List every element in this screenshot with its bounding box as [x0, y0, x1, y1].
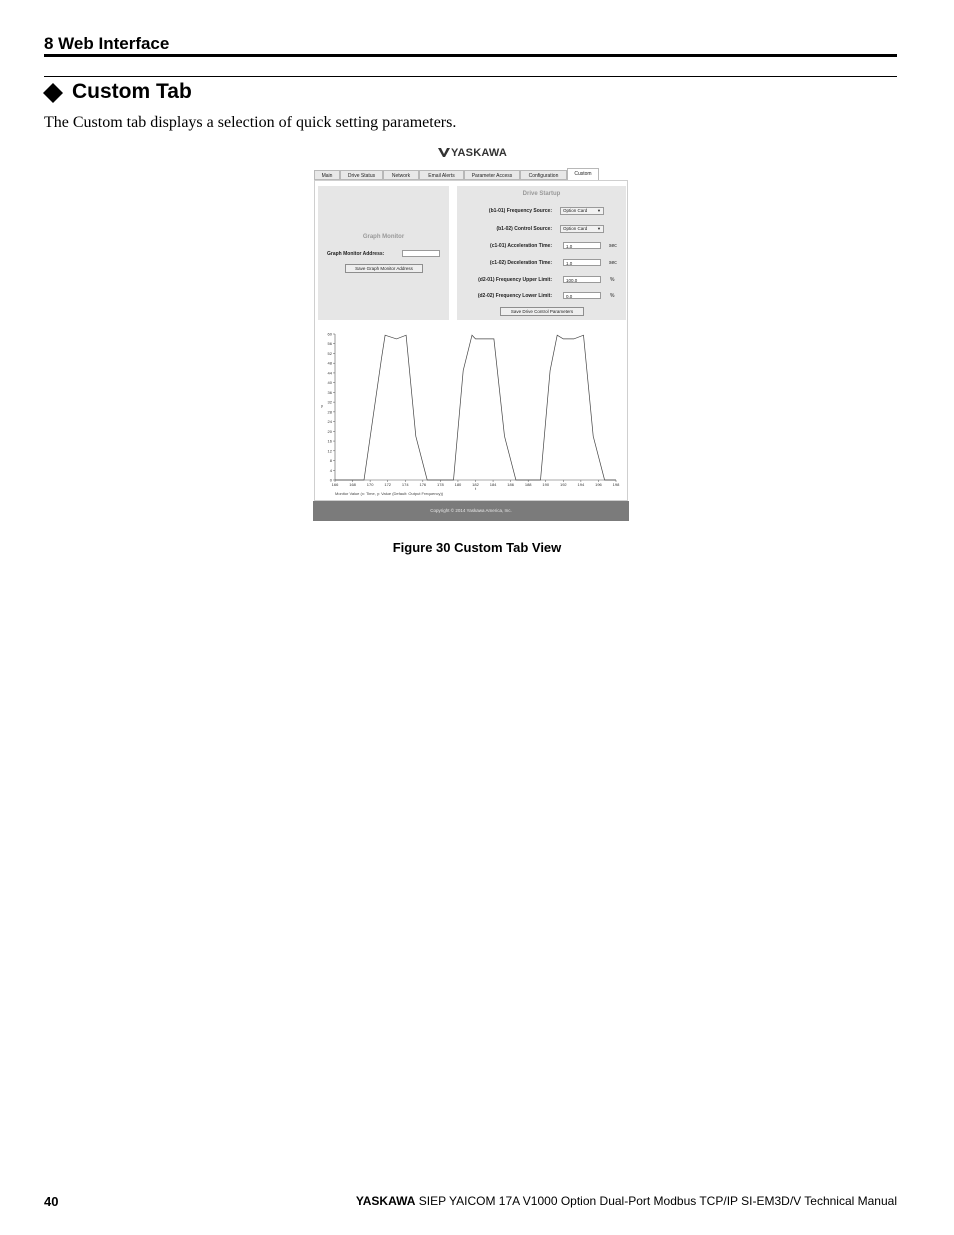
y-tick-label: 8 — [329, 458, 332, 464]
diamond-bullet-icon — [43, 83, 63, 103]
footer-doc-title: SIEP YAICOM 17A V1000 Option Dual-Port Modbus TCP/IP SI-EM3D/V Technical Manual — [415, 1194, 897, 1208]
header-rule-thick — [44, 54, 897, 57]
chart-series-line — [335, 335, 616, 480]
x-tick-label: 180 — [454, 482, 462, 487]
freq-upper-limit-input[interactable]: 100.0 — [563, 276, 601, 283]
x-tick-label: 170 — [366, 482, 374, 487]
custom-tab-screenshot — [313, 143, 629, 521]
x-tick-label: 172 — [384, 482, 392, 487]
section-title: Custom Tab — [72, 80, 192, 103]
freq-source-select[interactable] — [560, 207, 604, 215]
y-tick-label: 32 — [327, 399, 332, 405]
x-tick-label: 174 — [401, 482, 409, 487]
freq-lower-limit-label: (d2-02) Frequency Lower Limit: — [477, 293, 552, 299]
freq-lower-limit-input[interactable]: 0.0 — [563, 292, 601, 299]
tab-parameter-access[interactable]: Parameter Access — [464, 170, 520, 180]
y-tick-label: 12 — [327, 448, 332, 454]
x-tick-label: 166 — [331, 482, 339, 487]
control-source-label: (b1-02) Control Source: — [496, 226, 552, 232]
tab-main[interactable]: Main — [314, 170, 340, 180]
graph-monitor-address-label: Graph Monitor Address: — [327, 251, 385, 257]
footer-brand: YASKAWA — [355, 1194, 416, 1208]
dropdown-arrow-icon: ▼ — [597, 226, 601, 231]
y-tick-label: 24 — [327, 419, 332, 425]
y-tick-label: 44 — [327, 370, 332, 376]
y-tick-label: 56 — [327, 341, 332, 347]
y-tick-label: 40 — [327, 380, 332, 386]
section-intro: The Custom tab displays a selection of quick setting parameters. — [44, 114, 457, 131]
freq-source-value: Option Card — [563, 208, 588, 213]
x-tick-label: 188 — [524, 482, 532, 487]
y-tick-label: 36 — [327, 389, 332, 395]
y-tick-label: 16 — [327, 438, 332, 444]
logo-text: YASKAWA — [451, 147, 508, 159]
accel-time-input[interactable]: 1.0 — [563, 242, 601, 249]
y-tick-label: 20 — [327, 428, 332, 434]
graph-monitor-panel — [318, 186, 449, 320]
tab-drive-status[interactable]: Drive Status — [340, 170, 383, 180]
x-tick-label: 186 — [507, 482, 514, 487]
drive-startup-title: Drive Startup — [522, 191, 561, 197]
y-tick-label: 60 — [327, 331, 332, 337]
x-tick-label: 192 — [559, 482, 567, 487]
freq-upper-limit-label: (d2-01) Frequency Upper Limit: — [478, 277, 552, 283]
accel-time-unit: sec — [609, 243, 617, 249]
tab-configuration[interactable]: Configuration — [520, 170, 567, 180]
graph-monitor-address-input[interactable] — [402, 250, 440, 257]
chart-x-label: t — [474, 486, 477, 491]
y-tick-label: 52 — [327, 350, 332, 356]
x-tick-label: 194 — [577, 482, 585, 487]
control-source-value: Option Card — [563, 226, 588, 231]
x-tick-label: 198 — [612, 482, 620, 487]
header-rule-thin — [44, 76, 897, 77]
freq-upper-limit-unit: % — [610, 277, 615, 283]
chapter-header: 8 Web Interface — [44, 34, 170, 53]
chart-y-label: y — [321, 403, 323, 408]
figure-caption: Figure 30 Custom Tab View — [392, 540, 562, 555]
freq-source-label: (b1-01) Frequency Source: — [488, 208, 552, 214]
y-tick-label: 0 — [329, 477, 332, 483]
accel-time-label: (c1-01) Acceleration Time: — [490, 243, 552, 249]
page-number: 40 — [44, 1194, 59, 1209]
y-tick-label: 4 — [329, 467, 332, 473]
copyright-footer: Copyright © 2014 Yaskawa America, Inc. — [313, 501, 629, 521]
tab-email-alerts[interactable]: Email Alerts — [419, 170, 464, 180]
save-graph-monitor-address-button[interactable]: Save Graph Monitor Address — [345, 264, 423, 273]
dropdown-arrow-icon: ▼ — [597, 208, 601, 213]
x-tick-label: 182 — [472, 482, 479, 487]
tab-network[interactable]: Network — [383, 170, 419, 180]
save-drive-control-parameters-button[interactable]: Save Drive Control Parameters — [500, 307, 584, 316]
graph-monitor-title: Graph Monitor — [362, 234, 405, 240]
x-tick-label: 184 — [489, 482, 497, 487]
x-tick-label: 190 — [542, 482, 550, 487]
x-tick-label: 176 — [419, 482, 427, 487]
monitor-line-chart — [313, 323, 629, 501]
y-tick-label: 28 — [327, 409, 332, 415]
tab-custom[interactable]: Custom — [567, 168, 599, 181]
yaskawa-logo-icon — [438, 148, 450, 157]
decel-time-label: (c1-02) Deceleration Time: — [489, 260, 552, 266]
x-tick-label: 178 — [437, 482, 444, 487]
decel-time-unit: sec — [609, 260, 617, 266]
yaskawa-logo — [438, 147, 507, 159]
chart-legend: Monitor Value (x: Time, y: Value (Default: Output Frequency)) — [335, 491, 444, 496]
document-footer — [356, 1194, 897, 1208]
y-tick-label: 48 — [327, 360, 332, 366]
x-tick-label: 196 — [595, 482, 602, 487]
x-tick-label: 168 — [349, 482, 356, 487]
control-source-select[interactable] — [560, 225, 604, 233]
drive-startup-panel — [457, 186, 626, 320]
freq-lower-limit-unit: % — [610, 293, 615, 299]
decel-time-input[interactable]: 1.0 — [563, 259, 601, 266]
